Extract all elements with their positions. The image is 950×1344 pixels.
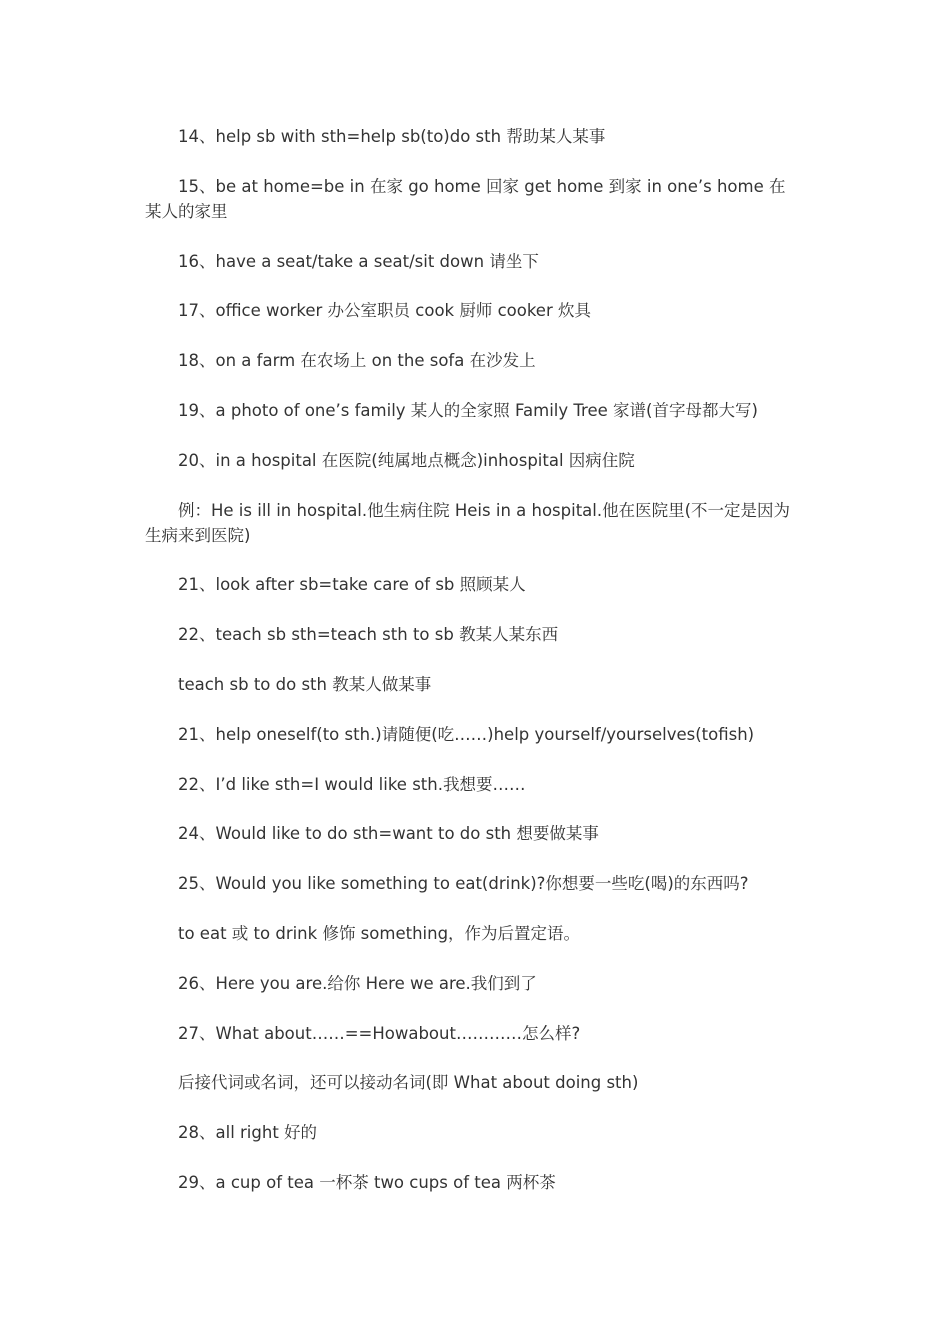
- document-body: [145, 124, 800, 1220]
- phrase-item-16: 16、have a seat/take a seat/sit down 请坐下: [178, 251, 539, 271]
- phrase-item-17: 17、office worker 办公室职员 cook 厨师 cooker 炊具: [178, 301, 591, 321]
- example-note: 例：He is ill in hospital.他生病住院 Heis in a hospital.他在医院里(不一定是因为生病来到医院): [145, 500, 791, 545]
- phrase-item-18: 18、on a farm 在农场上 on the sofa 在沙发上: [178, 351, 536, 371]
- phrase-item-22-would-like: 22、I’d like sth=I would like sth.我想要……: [178, 774, 526, 794]
- phrase-item-28: 28、all right 好的: [178, 1123, 318, 1143]
- phrase-item-27: 27、What about……==Howabout…………怎么样?: [178, 1023, 581, 1043]
- phrase-note-25: to eat 或 to drink 修饰 something，作为后置定语。: [178, 923, 581, 943]
- phrase-item-21-look-after: 21、look after sb=take care of sb 照顾某人: [178, 575, 526, 595]
- phrase-item-29: 29、a cup of tea 一杯茶 two cups of tea 两杯茶: [178, 1172, 556, 1192]
- phrase-item-21-help-oneself: 21、help oneself(to sth.)请随便(吃……)help yourself/yourselves(tofish): [178, 724, 755, 744]
- phrase-item-22-teach: 22、teach sb sth=teach sth to sb 教某人某东西: [178, 625, 559, 645]
- phrase-note-27: 后接代词或名词，还可以接动名词(即 What about doing sth): [178, 1073, 639, 1093]
- phrase-item-25: 25、Would you like something to eat(drink)?你想要一些吃(喝)的东西吗?: [178, 874, 749, 894]
- phrase-item-26: 26、Here you are.给你 Here we are.我们到了: [178, 973, 537, 993]
- phrase-item-14: 14、help sb with sth=help sb(to)do sth 帮助某人某事: [178, 127, 606, 146]
- phrase-item-19: 19、a photo of one’s family 某人的全家照 Family Tree 家谱(首字母都大写): [178, 400, 758, 420]
- phrase-item-15: 15、be at home=be in 在家 go home 回家 get home 到家 in one’s home 在某人的家里: [145, 176, 786, 221]
- phrase-item-24: 24、Would like to do sth=want to do sth 想要做某事: [178, 824, 599, 844]
- phrase-note-teach: teach sb to do sth 教某人做某事: [178, 674, 432, 694]
- phrase-item-20: 20、in a hospital 在医院(纯属地点概念)inhospital 因病住院: [178, 450, 635, 470]
